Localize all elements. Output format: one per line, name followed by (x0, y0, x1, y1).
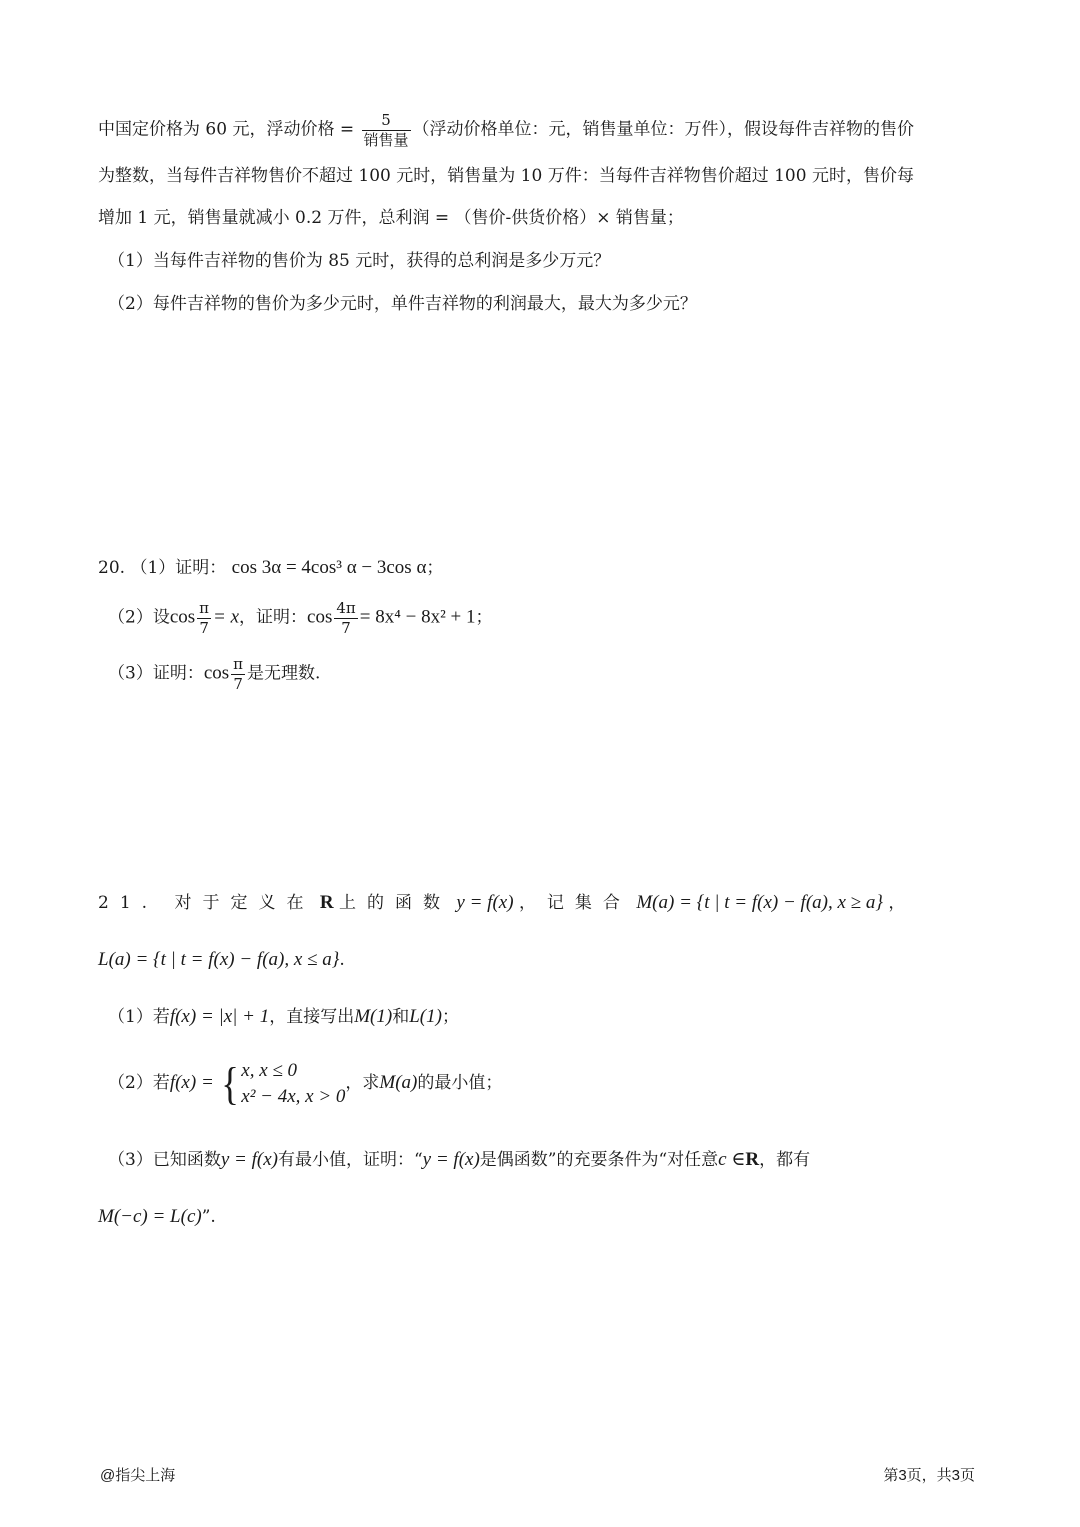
q21-part-3-b: 有最小值，证明：“ (277, 1150, 423, 1170)
q21-line-1-end: ， (888, 893, 906, 913)
q19-line-1 (98, 112, 914, 148)
q20-part-2-cos: cos (169, 606, 196, 628)
q21-part-1-L: L(1) (409, 1006, 442, 1027)
q20-line-1 (98, 558, 443, 577)
q21-part-3-c: 是偶函数”的充要条件为“对任意 (479, 1150, 719, 1170)
q21-part-3-f: y = f(x) (220, 1149, 278, 1170)
q21-case-2: x² − 4x, x > 0 (241, 1085, 346, 1107)
q20-4pi-den: 7 (341, 618, 351, 637)
q21-part-1 (108, 1007, 459, 1026)
q21-part-2-b: ，求 (345, 1073, 380, 1094)
q19-part-1: （1）当每件吉祥物的售价为 85 元时，获得的总利润是多少万元？ (108, 251, 611, 271)
q21-part-1-a: （1）若 (108, 1007, 170, 1027)
q20-part-3-fraction (231, 656, 245, 692)
q21-line-1-R: R (319, 892, 334, 913)
q21-part-3-cR: c ∈ (718, 1149, 746, 1170)
q20-part-2-cos-2: cos (307, 606, 333, 628)
q21-line-1-b: 上的函数 (339, 893, 451, 913)
q21-part-2 (108, 1058, 502, 1109)
q20-part-2-end: ； (475, 607, 493, 628)
q19-part-2: （2）每件吉祥物的售价为多少元时，单件吉祥物的利润最大，最大为多少元？ (108, 294, 697, 314)
q19-line-1-text-b: （浮动价格单位：元，销售量单位：万件），假设每件吉祥物的售价 (412, 119, 915, 140)
q20-part-3 (108, 656, 320, 692)
q19-fraction-numerator: 5 (362, 112, 411, 131)
left-brace-icon: { (221, 1057, 240, 1109)
q21-part-1-f: f(x) = |x| + 1 (169, 1006, 270, 1027)
q21-part-3-f2: y = f(x) (422, 1149, 480, 1170)
q19-line-1-text-a: 中国定价格为 60 元，浮动价格 = (98, 119, 360, 140)
q19-fraction-denominator: 销售量 (363, 130, 409, 149)
q20-part-3-cos: cos (203, 662, 230, 684)
q21-line-2-end: . (339, 950, 345, 970)
q20-pi-over-7 (197, 600, 211, 636)
q21-piecewise (219, 1058, 345, 1109)
q21-line-1-func: y = f(x) (456, 892, 514, 913)
q21-part-2-M: M(a) (379, 1072, 418, 1094)
q20-part-2-eq: = x (213, 606, 240, 628)
q20-label: 20. （1）证明： (98, 558, 227, 578)
q20-part-2-mid: ，证明： (239, 607, 308, 628)
q20-4pi-num: 4π (336, 599, 356, 617)
q20-4pi-over-7 (334, 600, 357, 636)
footer-page-number: 第3页，共3页 (883, 1467, 975, 1484)
q21-line-2 (98, 950, 345, 969)
q21-last-end: ”. (201, 1207, 216, 1227)
q21-line-1-a: 21. 对于定义在 (98, 893, 315, 913)
q19-line-2: 为整数，当每件吉祥物售价不超过 100 元时，销售量为 10 万件：当每件吉祥物售价超过 100 元时，售价每 (98, 166, 914, 186)
q21-part-1-c: 和 (392, 1007, 410, 1027)
q21-piecewise-cases (241, 1058, 345, 1109)
q21-part-1-M: M(1) (354, 1006, 393, 1027)
q21-part-1-end: ； (441, 1007, 459, 1027)
q21-set-L: L(a) = {t | t = f(x) − f(a), x ≤ a} (98, 949, 340, 970)
q20-part-2 (108, 600, 492, 636)
q21-line-1-c: ，记集合 (518, 893, 631, 913)
q21-part-2-a: （2）若 (108, 1073, 170, 1094)
q21-part-1-b: ，直接写出 (269, 1007, 355, 1027)
q20-pi-den: 7 (199, 618, 209, 637)
q20-line-1-end: ； (426, 558, 444, 578)
q21-part-2-end: 的最小值； (417, 1073, 503, 1094)
q21-part-3 (108, 1150, 810, 1169)
footer-left: @指尖上海 (100, 1467, 176, 1484)
q21-part-3-a: （3）已知函数 (108, 1150, 221, 1170)
q20-part-3-den: 7 (233, 674, 243, 693)
q21-part-3-R: R (745, 1149, 760, 1170)
q21-last-line (98, 1207, 216, 1226)
q19-line-3: 增加 1 元，销售量就减小 0.2 万件，总利润 = （售价-供货价格）× 销售量； (98, 208, 684, 228)
q21-part-3-d: ，都有 (759, 1150, 811, 1170)
q21-case-1: x, x ≤ 0 (241, 1060, 298, 1081)
q20-part-3-end: 是无理数. (247, 663, 321, 684)
q21-last-math: M(−c) = L(c) (98, 1206, 202, 1227)
q21-set-M: M(a) = {t | t = f(x) − f(a), x ≥ a} (636, 892, 883, 913)
q19-fraction (362, 112, 411, 148)
q21-line-1 (98, 893, 905, 912)
q20-identity: cos 3α = 4cos³ α − 3cos α (231, 557, 427, 578)
q20-part-2-rhs: = 8x⁴ − 8x² + 1 (359, 606, 476, 628)
q21-part-2-f: f(x) = (169, 1072, 214, 1094)
q20-part-3-num: π (233, 655, 244, 673)
q20-part-2-label: （2）设 (108, 607, 170, 628)
q20-part-3-label: （3）证明： (108, 663, 204, 684)
q20-pi-num: π (199, 599, 210, 617)
